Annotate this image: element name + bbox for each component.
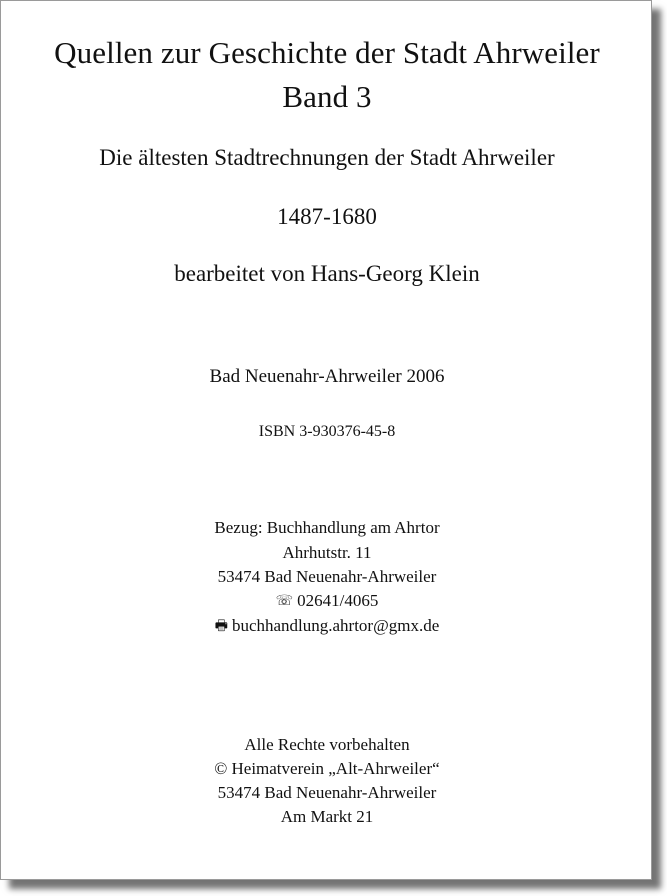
contact-email-line <box>1 615 653 639</box>
volume-number: Band 3 <box>282 79 372 114</box>
book-series-title: Quellen zur Geschichte der Stadt Ahrweiler <box>54 35 600 70</box>
contact-email: buchhandlung.ahrtor@gmx.de <box>231 616 440 635</box>
rights-street: Am Markt 21 <box>280 807 374 826</box>
contact-city: 53474 Bad Neuenahr-Ahrweiler <box>217 567 437 586</box>
contact-street: Ahrhutstr. 11 <box>282 543 372 562</box>
rights-city: 53474 Bad Neuenahr-Ahrweiler <box>217 783 437 802</box>
rights-reserved: Alle Rechte vorbehalten <box>244 735 410 754</box>
contact-phone-line <box>1 591 653 611</box>
contact-source: Bezug: Buchhandlung am Ahrtor <box>214 518 440 537</box>
contact-phone: 02641/4065 <box>297 591 379 610</box>
publication-place-year: Bad Neuenahr-Ahrweiler 2006 <box>209 366 445 387</box>
isbn: ISBN 3-930376-45-8 <box>258 423 396 440</box>
book-subtitle: Die ältesten Stadtrechnungen der Stadt Ahrweiler <box>99 145 555 170</box>
copyright-holder: © Heimatverein „Alt-Ahrweiler“ <box>214 759 440 778</box>
printer-icon: 🖶 <box>214 619 228 634</box>
editor-credit: bearbeitet von Hans-Georg Klein <box>174 261 480 286</box>
year-range: 1487-1680 <box>277 204 377 229</box>
phone-icon: ☏ <box>275 594 294 609</box>
